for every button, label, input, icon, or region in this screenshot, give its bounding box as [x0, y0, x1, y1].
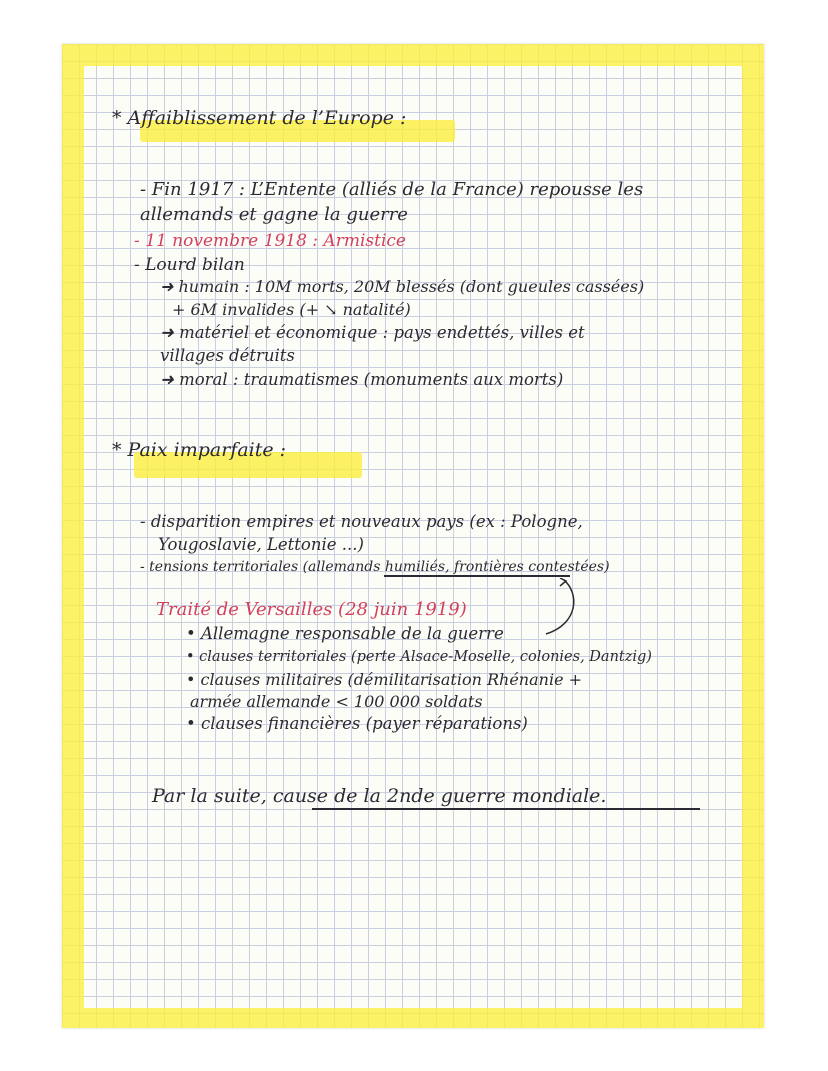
underline-conclusion [312, 808, 700, 810]
line-invalides: + 6M invalides (+ ↘ natalité) [172, 300, 411, 319]
treaty-title: Traité de Versailles (28 juin 1919) [156, 599, 467, 620]
section-heading-paix-imparfaite: * Paix imparfaite : [112, 439, 287, 461]
line-lourd-bilan: - Lourd bilan [134, 255, 245, 275]
conclusion: Par la suite, cause de la 2nde guerre mondiale. [152, 785, 607, 807]
curved-arrow-icon [520, 578, 580, 640]
line-allemands-gagne: allemands et gagne la guerre [140, 204, 408, 225]
line-armistice: - 11 novembre 1918 : Armistice [134, 231, 406, 251]
treaty-item-territoriales: • clauses territoriales (perte Alsace-Moselle, colonies, Dantzig) [186, 649, 652, 665]
line-fin-1917: - Fin 1917 : L’Entente (alliés de la France) repousse les [140, 179, 644, 200]
line-villages-detruits: villages détruits [160, 346, 295, 365]
line-yougoslavie: Yougoslavie, Lettonie ...) [158, 535, 364, 554]
treaty-item-armee: armée allemande < 100 000 soldats [190, 692, 483, 711]
treaty-item-responsable: • Allemagne responsable de la guerre [186, 624, 504, 643]
line-disparition-empires: - disparition empires et nouveaux pays (ex : Pologne, [140, 512, 583, 531]
underline-humilies [384, 575, 570, 577]
line-bilan-materiel: ➜ matériel et économique : pays endettés, villes et [160, 323, 585, 342]
line-tensions-territoriales: - tensions territoriales (allemands humiliés, frontières contestées) [140, 559, 610, 575]
treaty-item-militaires: • clauses militaires (démilitarisation Rhénanie + [186, 670, 583, 689]
line-bilan-moral: ➜ moral : traumatismes (monuments aux morts) [160, 370, 564, 389]
line-bilan-humain: ➜ humain : 10M morts, 20M blessés (dont gueules cassées) [160, 277, 645, 296]
treaty-item-financieres: • clauses financières (payer réparations) [186, 714, 528, 733]
section-heading-affaiblissement: * Affaiblissement de l’Europe : [112, 107, 407, 129]
